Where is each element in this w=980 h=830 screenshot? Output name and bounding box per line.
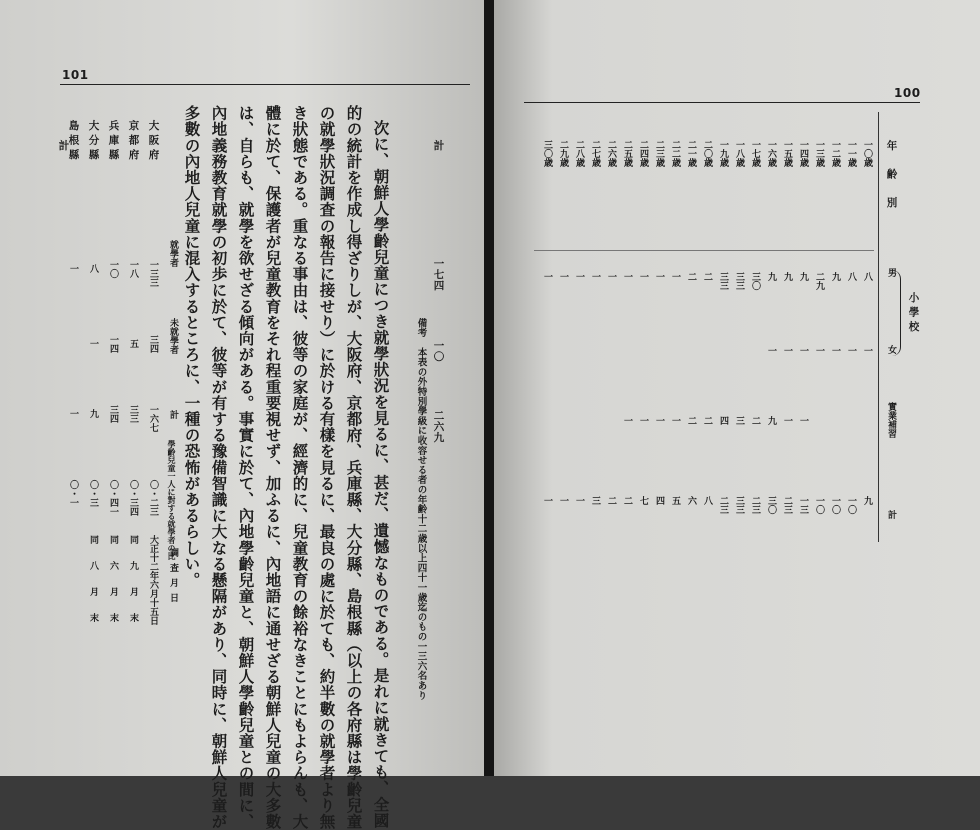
body-line: 的の統計を作成し得ざりしが、大阪府、京都府、兵庫縣、大分縣、島根縣（以上の各府縣は學齡兒童 (344, 105, 364, 830)
total-count-cell: 七 (638, 496, 648, 505)
page-number: 101 (62, 68, 89, 82)
total-count-cell: 五 (670, 496, 680, 505)
age-cell: 一六歳 (766, 140, 776, 167)
age-cell: 一二歳 (830, 140, 840, 167)
prefecture-cell: 兵庫縣 (107, 120, 120, 164)
vocational-count-cell: 二 (750, 416, 760, 425)
female-count-cell: 一 (798, 346, 808, 355)
prefecture-cell: 大阪府 (147, 120, 160, 164)
body-line: は、自らも、就學を欲せざる傾向がある。事實に於て、內地學齡兒童と、朝鮮人學齡兒童との間に、 (236, 105, 256, 830)
row-divider (534, 250, 874, 251)
total-count-cell: 二三 (750, 496, 760, 514)
vocational-count-cell: 一 (622, 416, 632, 425)
enrolled-cell: 一〇 (108, 260, 118, 278)
summary-enrolled: 一七四 (432, 258, 445, 291)
header-divider (878, 112, 879, 542)
col-header-not-enrolled: 未就學者 (168, 318, 178, 354)
male-count-cell: 八 (862, 272, 872, 281)
age-cell: 一七歳 (750, 140, 760, 167)
ratio-cell: 〇・四一 (108, 480, 118, 516)
body-line: 多數の內地人兒童に混入するところに、一種の恐怖があるらしい。 (182, 105, 202, 588)
enrolled-cell: 一三三 (148, 260, 158, 287)
male-count-cell: 九 (782, 272, 792, 281)
total-count-cell: 二 (622, 496, 632, 505)
female-count-cell: 一 (766, 346, 776, 355)
total-count-cell: 二 (606, 496, 616, 505)
left-page (0, 0, 486, 830)
age-cell: 一九歳 (718, 140, 728, 167)
header-vocational: 實業補習 (886, 402, 896, 438)
total-count-cell: 一〇 (814, 496, 824, 514)
col-header-enrolled: 就學者 (168, 240, 178, 267)
male-count-cell: 二九 (814, 272, 824, 290)
male-count-cell: 三〇 (750, 272, 760, 290)
prefecture-cell: 島根縣 (67, 120, 80, 164)
age-cell: 二七歳 (590, 140, 600, 167)
age-cell: 二八歳 (574, 140, 584, 167)
age-cell: 一八歳 (734, 140, 744, 167)
page-number: 100 (894, 86, 921, 100)
enrolled-cell: 八 (88, 264, 98, 273)
prefecture-cell: 京都府 (127, 120, 140, 164)
survey-date-cell: 同 六 月 末 (108, 535, 118, 626)
male-count-cell: 九 (798, 272, 808, 281)
table-note: 備考 本表の外特別學級に收容せる者の年齢十二歳以上四十一歳迄のもの一三六名あり (415, 318, 427, 701)
header-female: 女 (886, 345, 896, 354)
vocational-count-cell: 二 (702, 416, 712, 425)
total-count-cell: 一〇 (830, 496, 840, 514)
header-school: 小學校 (907, 292, 920, 336)
vocational-count-cell: 一 (782, 416, 792, 425)
male-count-cell: 三三 (734, 272, 744, 290)
total-count-cell: 六 (686, 496, 696, 505)
vocational-count-cell: 九 (766, 416, 776, 425)
header-male: 男 (886, 268, 896, 277)
body-line: の就學狀況調査の報告に接せり）に於ける有樣を見るに、最良の處に於ても、約半數の就學者より無 (317, 105, 337, 830)
age-cell: 一一歳 (846, 140, 856, 167)
age-cell: 一四歳 (798, 140, 808, 167)
body-line: 體に於て、保護者が兒童教育をそれ程重要視せず、加ふるに、內地語に通せざる朝鮮人兒童の大多數 (263, 105, 283, 830)
total-count-cell: 三〇 (766, 496, 776, 514)
male-count-cell: 二 (702, 272, 712, 281)
header-rule (60, 84, 470, 85)
age-cell: 三〇歳 (542, 140, 552, 167)
total-count-cell: 二三 (782, 496, 792, 514)
total-count-cell: 三 (590, 496, 600, 505)
vocational-count-cell: 三 (734, 416, 744, 425)
male-count-cell: 一 (590, 272, 600, 281)
female-count-cell: 一 (846, 346, 856, 355)
ratio-cell: 〇・二三 (148, 480, 158, 516)
age-cell: 一〇歳 (862, 140, 872, 167)
survey-date-cell: 大正十二年六月十五日 (148, 535, 158, 625)
total-cell: 九 (88, 409, 98, 418)
total-count-cell: 一 (574, 496, 584, 505)
not-enrolled-cell: 五 (128, 339, 138, 348)
age-cell: 二〇歳 (702, 140, 712, 167)
vocational-count-cell: 一 (654, 416, 664, 425)
age-cell: 二二歳 (670, 140, 680, 167)
header-total: 計 (886, 510, 896, 519)
total-count-cell: 三三 (734, 496, 744, 514)
not-enrolled-cell: 一四 (108, 335, 118, 353)
age-cell: 二六歳 (606, 140, 616, 167)
prefecture-cell: 大分縣 (87, 120, 100, 164)
total-count-cell: 一 (558, 496, 568, 505)
body-line: き狀態である。重なる事由は、彼等の家庭が、經濟的に、兒童教育の餘裕なきことにもよらんも、大 (290, 105, 310, 830)
total-count-cell: 四 (654, 496, 664, 505)
summary-label: 計 (432, 140, 445, 151)
total-count-cell: 一〇 (846, 496, 856, 514)
total-cell: 三三 (128, 405, 138, 423)
col-header-date: 調査月日 (168, 548, 178, 608)
female-count-cell: 一 (782, 346, 792, 355)
ratio-cell: 〇・三四 (128, 480, 138, 516)
right-page (494, 0, 980, 776)
total-cell: 一六七 (148, 405, 158, 432)
total-count-cell: 一 (542, 496, 552, 505)
female-count-cell: 一 (862, 346, 872, 355)
col-header-total: 計 (168, 410, 178, 419)
male-count-cell: 一 (558, 272, 568, 281)
ratio-cell: 〇・一 (68, 480, 78, 507)
age-cell: 一三歳 (814, 140, 824, 167)
age-cell: 一五歳 (782, 140, 792, 167)
vocational-count-cell: 一 (670, 416, 680, 425)
total-count-cell: 一三 (798, 496, 808, 514)
male-count-cell: 一 (542, 272, 552, 281)
male-count-cell: 二 (686, 272, 696, 281)
female-count-cell: 一 (830, 346, 840, 355)
male-count-cell: 一 (638, 272, 648, 281)
male-count-cell: 一 (622, 272, 632, 281)
vocational-count-cell: 一 (638, 416, 648, 425)
body-line: 次に、朝鮮人學齡兒童につき就學狀況を見るに、甚だ、遺憾なものである。是れに就きても、全國 (371, 120, 391, 829)
total-cell: 一 (68, 409, 78, 418)
age-cell: 二四歳 (638, 140, 648, 167)
male-count-cell: 一 (654, 272, 664, 281)
male-count-cell: 八 (846, 272, 856, 281)
male-count-cell: 九 (830, 272, 840, 281)
body-line: 內地義務教育就學の初歩に於て、彼等が有する豫備智識に大なる懸隔があり、同時に、朝鮮人兒童が (209, 105, 229, 830)
male-count-cell: 三三 (718, 272, 728, 290)
survey-date-cell: 同 八 月 末 (88, 535, 98, 626)
enrolled-cell: 一 (68, 264, 78, 273)
prefecture-total-label: 計 (57, 140, 70, 155)
vocational-count-cell: 一 (798, 416, 808, 425)
total-cell: 三四 (108, 405, 118, 423)
not-enrolled-cell: 一 (88, 339, 98, 348)
total-count-cell: 八 (702, 496, 712, 505)
not-enrolled-cell: 三四 (148, 335, 158, 353)
male-count-cell: 一 (606, 272, 616, 281)
female-count-cell: 一 (814, 346, 824, 355)
survey-date-cell: 同 九 月 末 (128, 535, 138, 626)
male-count-cell: 九 (766, 272, 776, 281)
header-brace (892, 270, 901, 356)
total-count-cell: 九 (862, 496, 872, 505)
summary-total: 二六九 (432, 410, 445, 443)
enrolled-cell: 一八 (128, 260, 138, 278)
vocational-count-cell: 二 (686, 416, 696, 425)
total-count-cell: 二三 (718, 496, 728, 514)
header-rule (524, 102, 920, 103)
male-count-cell: 一 (574, 272, 584, 281)
age-cell: 二一歳 (686, 140, 696, 167)
header-age: 年齢別 (885, 140, 898, 226)
male-count-cell: 一 (670, 272, 680, 281)
age-cell: 二五歳 (622, 140, 632, 167)
ratio-cell: 〇・三 (88, 480, 98, 507)
summary-not-enrolled: 一〇 (432, 340, 445, 362)
age-cell: 二九歳 (558, 140, 568, 167)
vocational-count-cell: 四 (718, 416, 728, 425)
age-cell: 二三歳 (654, 140, 664, 167)
col-header-ratio: 學齡兒童一人に對する就學者の比 (167, 440, 177, 560)
